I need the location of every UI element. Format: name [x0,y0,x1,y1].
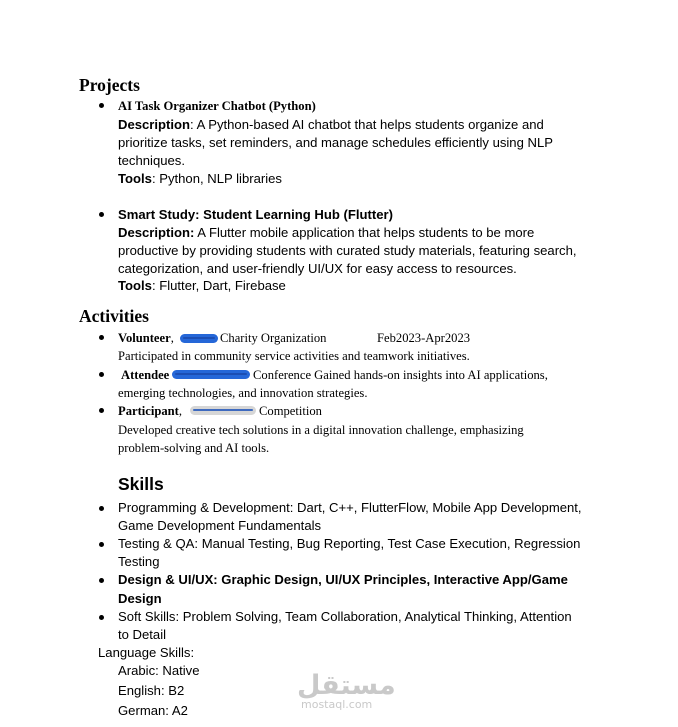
project-description-line [118,116,544,134]
redaction-mark [172,370,250,379]
activity-role: Volunteer [118,331,171,345]
tools-label: Tools [118,278,152,293]
activity-role: Attendee [121,368,170,382]
skills-heading: Skills [118,474,164,494]
redaction-mark [180,334,218,343]
activity-organization: Charity Organization [220,331,327,345]
bullet [99,212,104,217]
redaction-mark [190,406,256,415]
description-label: Description: [118,225,195,240]
skill-line: Testing & QA: Manual Testing, Bug Reporting, Test Case Execution, Regression [118,536,581,551]
language-item: Arabic: Native [118,663,200,678]
activity-description: Participated in community service activities and teamwork initiatives. [118,349,470,363]
skill-line: Game Development Fundamentals [118,518,322,533]
description-text: A Flutter mobile application that helps students to be more [194,225,535,240]
activity-separator: , [178,404,183,418]
project-title: AI Task Organizer Chatbot (Python) [118,99,316,113]
language-skills-label: Language Skills: [98,645,195,660]
bullet [99,372,104,377]
description-label: Description [118,117,191,132]
language-item: English: B2 [118,683,185,698]
activity-description: Developed creative tech solutions in a digital innovation challenge, emphasizing [118,423,524,437]
tools-text: : Python, NLP libraries [151,171,282,186]
activity-separator: , [170,331,174,345]
language-item: German: A2 [118,703,188,718]
skill-line: Soft Skills: Problem Solving, Team Collaboration, Analytical Thinking, Attention [118,609,572,624]
project-title: Smart Study: Student Learning Hub (Flutter) [118,207,393,222]
project-description-line: categorization, and user-friendly UI/UX for easy access to resources. [118,261,517,276]
project-tools [118,170,282,188]
project-description-line: techniques. [118,153,185,168]
tools-label: Tools [118,171,152,186]
bullet [99,103,104,108]
projects-heading: Projects [79,75,140,95]
activity-role: Participant [118,404,179,418]
description-text: : A Python-based AI chatbot that helps students organize and [190,117,544,132]
activity-header [118,329,174,347]
bullet [99,615,104,620]
skill-line: Programming & Development: Dart, C++, FlutterFlow, Mobile App Development, [118,500,582,515]
project-tools [118,277,286,295]
project-description-line: prioritize tasks, set reminders, and manage schedules efficiently using NLP [118,135,553,150]
bullet [99,335,104,340]
bullet [99,408,104,413]
activities-heading: Activities [79,306,149,326]
project-description-line: productive by providing students with curated study materials, featuring search, [118,243,577,258]
activity-event: Competition [259,404,322,418]
skill-line: Design [118,591,162,606]
activity-description: problem-solving and AI tools. [118,441,270,455]
skill-line: to Detail [118,627,167,642]
bullet [99,578,104,583]
project-description-line [118,224,534,242]
skill-line: Testing [118,554,160,569]
activity-description: emerging technologies, and innovation strategies. [118,386,368,400]
activity-description: Conference Gained hands-on insights into AI applications, [253,368,548,382]
bullet [99,506,104,511]
bullet [99,542,104,547]
activity-header [118,402,182,420]
watermark-url: mostaql.com [301,698,373,711]
tools-text: : Flutter, Dart, Firebase [151,278,286,293]
activity-date: Feb2023-Apr2023 [377,331,471,345]
skill-line: Design & UI/UX: Graphic Design, UI/UX Principles, Interactive App/Game [118,572,568,587]
watermark-logo: مستقل [297,670,396,701]
